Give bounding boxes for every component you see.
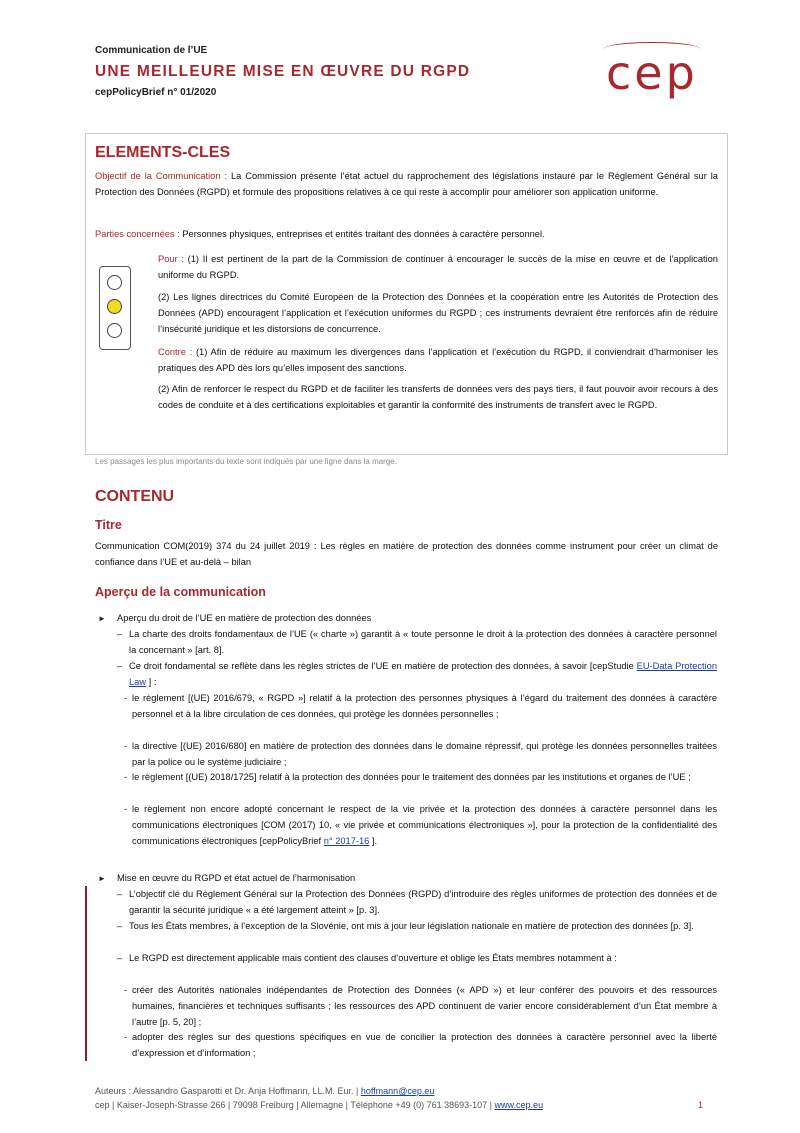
- eu-data-protection-law-link[interactable]: EU-Data Protection Law: [129, 661, 717, 687]
- sub-dash-marker: -: [124, 772, 128, 782]
- titre-text: Communication COM(2019) 374 du 24 juillet 2019 : Les règles en matière de protection des données comme instrument pour créer un climat de confiance dans l’UE et au-delà – bilan: [95, 541, 718, 567]
- b1-dash-2-text: Ce droit fondamental se reflète dans les règles strictes de l’UE en matière de protection des données, à savoir [cepStudie: [129, 661, 634, 671]
- bullet-2-title: Mise en œuvre du RGPD et état actuel de l’harmonisation: [117, 873, 356, 883]
- contre-paragraph-2: (2) Afin de renforcer le respect du RGPD et de faciliter les transferts de données vers des pays tiers, il faut pouvoir avoir recours à des codes de conduite et à des certifications exploitables et garantir la conformité des instruments de transfert avec le RGPD.: [158, 384, 718, 410]
- parties-paragraph: [95, 226, 718, 242]
- b1-sub-4-end: ].: [371, 836, 378, 846]
- traffic-light-top-lamp: [107, 275, 122, 290]
- parties-text: Personnes physiques, entreprises et entités traitant des données à caractère personnel.: [182, 229, 545, 239]
- pour-paragraph-2: (2) Les lignes directrices du Comité Européen de la Protection des Données et la coopération entre les Autorités de Protection des Données (APD) encouragent l’application et l’exécution uniformes du RGPD ; ces instruments devraient être renforcés afin de réduire l’insécurité juridique et les distorsions de concurrence.: [158, 292, 718, 334]
- b1-dash-2: [129, 658, 717, 690]
- sub-dash-marker: -: [124, 741, 128, 751]
- apercu-heading: Aperçu de la communication: [95, 585, 266, 599]
- dash-marker: –: [117, 889, 123, 899]
- b1-dash-2-end: ] :: [148, 677, 157, 687]
- dash-marker: –: [117, 661, 123, 671]
- b1-sub-4-text: le règlement non encore adopté concernant le respect de la vie privée et la protection des données à caractère personnel dans les communications électroniques [COM (2017) 10, « vie privée et communications électroniques »], pour la protection de la confidentialité des communications électroniques [cepPolicyBrief: [132, 804, 717, 846]
- parties-label: Parties concernées :: [95, 229, 180, 239]
- sub-dash-marker: -: [124, 985, 128, 995]
- content-heading: CONTENU: [95, 488, 175, 505]
- dash-marker: –: [117, 953, 123, 963]
- footer-address-text: cep | Kaiser-Joseph-Strasse 266 | 79098 Freiburg | Allemagne | Téléphone +49 (0) 761 38693-107 |: [95, 1100, 493, 1110]
- footer-authors-text: Auteurs : Alessandro Gasparotti et Dr. Anja Hoffmann, LL.M. Eur. |: [95, 1086, 359, 1096]
- b2-dash-1: L’objectif clé du Règlement Général sur la Protection des Données (RGPD) d’introduire des règles uniformes de protection des données et de garantir la sécurité juridique « a été largement atteint » [p. 3].: [129, 889, 717, 915]
- b2-sub-2: adopter des règles sur des questions spécifiques en vue de concilier la protection des données à caractère personnel avec la liberté d’expression et d’information ;: [132, 1032, 717, 1058]
- publication-kicker: Communication de l’UE: [95, 45, 208, 56]
- pour-text-1: (1) Il est pertinent de la part de la Commission de continuer à encourager le succès de la mise en œuvre et de l’application uniforme du RGPD.: [158, 254, 718, 280]
- footer-address: [95, 1100, 543, 1110]
- author-email-link[interactable]: hoffmann@cep.eu: [360, 1086, 435, 1096]
- cep-logo: [594, 42, 710, 100]
- sub-dash-marker: -: [124, 804, 128, 814]
- b1-dash-1: La charte des droits fondamentaux de l’UE (« charte ») garantit à « toute personne le droit à la protection des données à caractère personnel la concernant » [art. 8].: [129, 629, 717, 655]
- traffic-light-icon: [99, 266, 131, 350]
- sub-dash-marker: -: [124, 1032, 128, 1042]
- objective-paragraph: [95, 168, 718, 200]
- traffic-light-bottom-lamp: [107, 323, 122, 338]
- titre-heading: Titre: [95, 518, 122, 532]
- website-link[interactable]: www.cep.eu: [494, 1100, 544, 1110]
- sub-dash-marker: -: [124, 693, 128, 703]
- b1-sub-1: le règlement [(UE) 2016/679, « RGPD »] relatif à la protection des personnes physiques à l’égard du traitement des données à caractère personnel et à la libre circulation de ces données, qui protège les données personnelles ;: [132, 693, 717, 719]
- dash-marker: –: [117, 921, 123, 931]
- b2-sub-1: créer des Autorités nationales indépendantes de Protection des Données (« APD ») et leur conférer des pouvoirs et des ressources humaines, financières et techniques suffisants ; les ressources des APD continuent de varier encore considérablement d’un État membre à l’autre [p. 5, 20] ;: [132, 985, 717, 1027]
- pour-label: Pour :: [158, 254, 184, 264]
- document-title: UNE MEILLEURE MISE EN ŒUVRE DU RGPD: [95, 63, 471, 80]
- b2-dash-2: Tous les États membres, à l’exception de la Slovénie, ont mis à jour leur législation nationale en matière de protection des données [p. 3].: [129, 921, 694, 931]
- b2-dash-3: Le RGPD est directement applicable mais contient des clauses d’ouverture et oblige les États membres notamment à :: [129, 953, 617, 963]
- bullet-arrow-icon: ►: [98, 874, 106, 883]
- b1-sub-4: [132, 801, 717, 849]
- margin-note: Les passages les plus importants du texte sont indiqués par une ligne dans la marge.: [95, 457, 397, 466]
- key-elements-heading: ELEMENTS-CLES: [95, 144, 231, 161]
- policy-brief-link[interactable]: n° 2017-16: [323, 836, 370, 846]
- importance-margin-line: [85, 886, 87, 1061]
- bullet-1-title: Aperçu du droit de l’UE en matière de protection des données: [117, 613, 372, 623]
- contre-text-1: (1) Afin de réduire au maximum les divergences dans l’application et l’exécution du RGPD, il conviendrait d’harmoniser les pratiques des APD dès lors qu’elles imposent des sanctions.: [158, 347, 718, 373]
- dash-marker: –: [117, 629, 123, 639]
- objective-text: La Commission présente l’état actuel du rapprochement des législations instauré par le Règlement Général sur la Protection des Données (RGPD) et formule des propositions relatives à ce qui reste à accomplir pour améliorer son application uniforme.: [95, 171, 718, 197]
- footer-authors: [95, 1086, 434, 1096]
- brief-number: cepPolicyBrief n° 01/2020: [95, 87, 217, 98]
- logo-text: cep: [606, 46, 698, 100]
- page-number: 1: [698, 1100, 704, 1110]
- contre-paragraph-1: [158, 344, 718, 376]
- traffic-light-middle-lamp: [107, 299, 122, 314]
- contre-label: Contre :: [158, 347, 193, 357]
- b1-sub-3: le règlement [(UE) 2018/1725] relatif à la protection des données pour le traitement des données par les institutions et organes de l’UE ;: [132, 772, 691, 782]
- objective-label: Objectif de la Communication :: [95, 171, 228, 181]
- b1-sub-2: la directive [(UE) 2016/680] en matière de protection des données dans le domaine répressif, qui protège les données personnelles traitées par la police ou le système judiciaire ;: [132, 741, 717, 767]
- pour-paragraph-1: [158, 251, 718, 283]
- bullet-arrow-icon: ►: [98, 614, 106, 623]
